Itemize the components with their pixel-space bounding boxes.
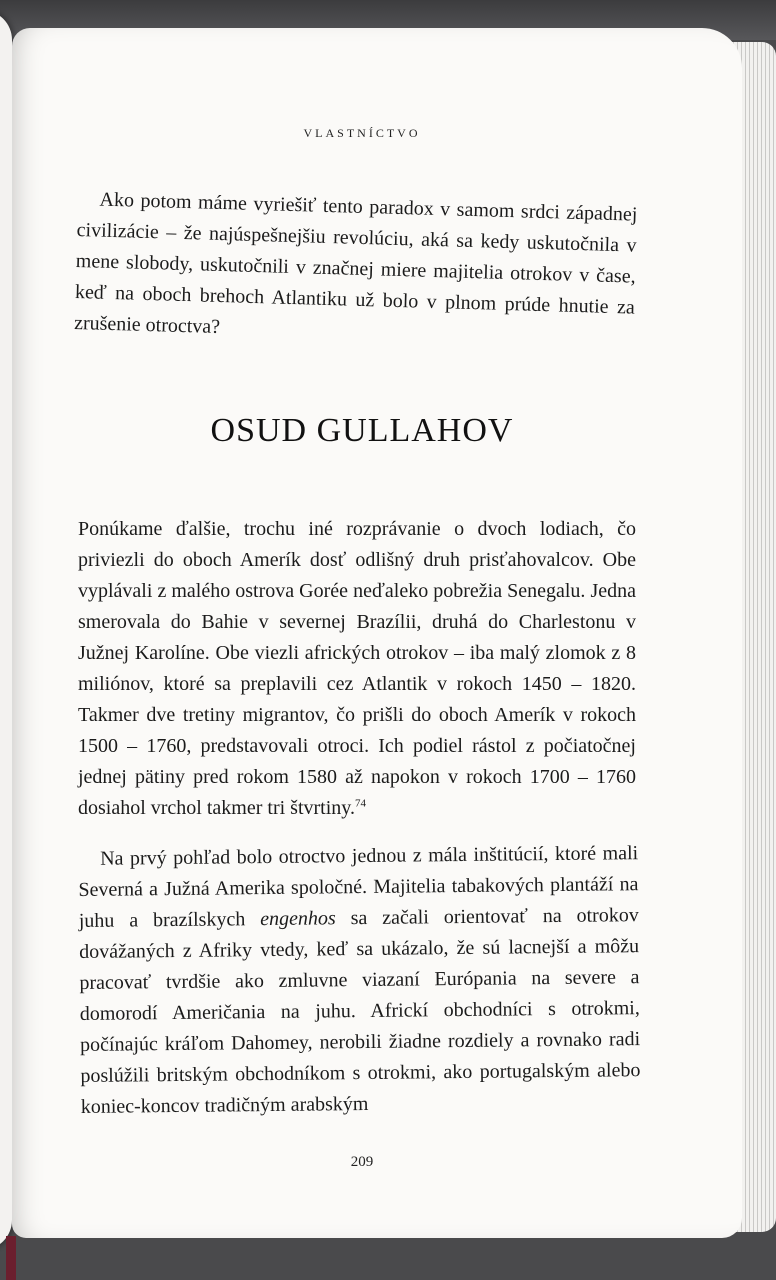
page-number: 209: [350, 1154, 374, 1170]
running-head: VLASTNÍCTVO: [303, 126, 421, 140]
bookmark-ribbon: [6, 1236, 16, 1280]
intro-paragraph-text: Ako potom máme vyriešiť tento paradox v samom srdci západnej civilizácie – že najúspešnejšiu revolúciu, aká sa kedy uskutočnila v mene slobody, uskutočnili v značnej miere majitelia otrokov v čase, keď na oboch brehoch Atlantiku už bolo v plnom prúde hnutie za zrušenie otroctva?: [73, 188, 638, 339]
facing-page-edge: [0, 10, 12, 1250]
body-paragraph-2: [78, 838, 641, 1123]
book-page: [12, 28, 742, 1238]
intro-paragraph: [74, 184, 638, 355]
section-heading: OSUD GULLAHOV: [210, 412, 514, 449]
body-paragraph-1-text: Ponúkame ďalšie, trochu iné rozprávanie o dvoch lodiach, čo priviezli do oboch Amerík dosť odlišný druh prisťahovalcov. Obe vyplávali z malého ostrova Gorée neďaleko pobrežia Senegalu. Jedna smerovala do Bahie v severnej Brazílii, druhá do Charlestonu v Južnej Karolíne. Obe viezli afrických otrokov – iba malý zlomok z 8 miliónov, ktoré sa preplavili cez Atlantik v rokoch 1450 – 1820. Takmer dve tretiny migrantov, čo prišli do oboch Amerík v rokoch 1500 – 1760, predstavovali otroci. Ich podiel rástol z počiatočnej jednej pätiny pred rokom 1580 až napokon v rokoch 1700 – 1760 dosiahol vrchol takmer tri štvrtiny.: [78, 518, 636, 819]
body-paragraph-2-text-start: Na prvý pohľad bolo otroctvo jednou z mála inštitúcií, ktoré mali Severná a Južná Amerika spoločné. Majitelia tabakových plantáží na juhu a brazílskych: [78, 842, 639, 932]
body-paragraph-1: [78, 514, 636, 824]
italic-term: engenhos: [260, 907, 336, 931]
footnote-reference[interactable]: 74: [354, 797, 366, 810]
body-paragraph-2-text-end: sa začali orientovať na otrokov dovážaných z Afriky vtedy, keď sa ukázalo, že sú lacnejší a môžu pracovať tvrdšie ako zmluvne viazaní Európania na severe a domorodí Američania na juhu. Africkí obchodníci s otrokmi, počínajúc kráľom Dahomey, nerobili žiadne rozdiely a rovnako radi poslúžili britským obchodníkom s otrokmi, ako portugalským alebo koniec-koncov tradičným arabským: [79, 904, 641, 1118]
